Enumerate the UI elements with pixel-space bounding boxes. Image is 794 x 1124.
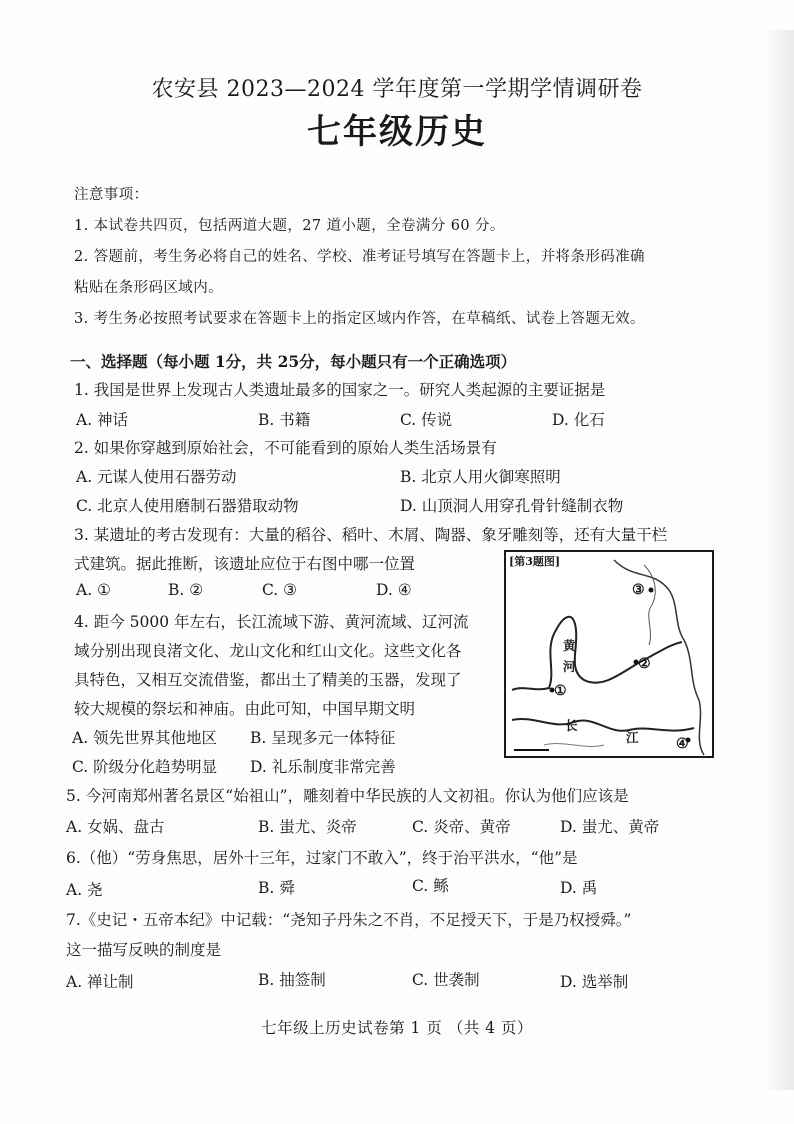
q2-option-c: C. 北京人使用磨制石器猎取动物 bbox=[76, 497, 299, 515]
notes-line: 1. 本试卷共四页，包括两道大题，27 道小题，全卷满分 60 分。 bbox=[74, 218, 505, 234]
notes-line: 3. 考生务必按照考试要求在答题卡上的指定区域内作答，在草稿纸、试卷上答题无效。 bbox=[74, 311, 645, 327]
q3-option-d: D. ④ bbox=[376, 581, 412, 599]
q1-stem: 1. 我国是世界上发现古人类遗址最多的国家之一。研究人类起源的主要证据是 bbox=[74, 381, 606, 399]
q7-stem-line2: 这一描写反映的制度是 bbox=[66, 941, 222, 959]
q2-stem: 2. 如果你穿越到原始社会，不可能看到的原始人类生活场景有 bbox=[74, 439, 497, 457]
notes-line: 粘贴在条形码区域内。 bbox=[74, 280, 223, 296]
q5-option-c: C. 炎帝、黄帝 bbox=[412, 818, 511, 836]
q3-option-c: C. ③ bbox=[262, 581, 298, 599]
q5-option-b: B. 蚩尤、炎帝 bbox=[258, 818, 357, 836]
map-marker-1: ① bbox=[554, 683, 567, 699]
q7-option-b: B. 抽签制 bbox=[258, 971, 326, 989]
q1-option-d: D. 化石 bbox=[552, 411, 605, 429]
q7-option-d: D. 选举制 bbox=[560, 973, 629, 991]
q7-option-a: A. 禅让制 bbox=[66, 973, 134, 991]
notes-line: 2. 答题前，考生务必将自己的姓名、学校、准考证号填写在答题卡上，并将条形码准确 bbox=[74, 249, 645, 265]
q7-stem-line1: 7.《史记・五帝本纪》中记载：“尧知子丹朱之不肖，不足授天下，于是乃权授舜。” bbox=[66, 911, 632, 929]
q3-stem-line2: 式建筑。据此推断，该遗址应位于右图中哪一位置 bbox=[74, 555, 416, 573]
q4-stem-line3: 具特色，又相互交流借鉴，都出土了精美的玉器，发现了 bbox=[74, 671, 462, 689]
q6-option-b: B. 舜 bbox=[258, 879, 295, 897]
map-marker-4: ④ bbox=[676, 736, 689, 752]
notes-heading: 注意事项： bbox=[74, 187, 149, 203]
q5-option-d: D. 蚩尤、黄帝 bbox=[560, 818, 660, 836]
q4-stem-line2: 域分别出现良渚文化、龙山文化和红山文化。这些文化各 bbox=[74, 642, 462, 660]
question3-map bbox=[504, 550, 714, 758]
q6-option-a: A. 尧 bbox=[66, 881, 103, 899]
map-label-he: 河 bbox=[563, 659, 576, 674]
q1-option-b: B. 书籍 bbox=[258, 411, 311, 429]
map-frame bbox=[505, 551, 713, 757]
q3-stem-line1: 3. 某遗址的考古发现有：大量的稻谷、稻叶、木屑、陶器、象牙雕刻等，还有大量干栏 bbox=[74, 526, 668, 544]
map-label-huang: 黄 bbox=[563, 638, 576, 653]
exam-title: 农安县 2023—2024 学年度第一学期学情调研卷 bbox=[151, 77, 643, 102]
q5-option-a: A. 女娲、盘古 bbox=[66, 818, 165, 836]
subject-title: 七年级历史 bbox=[307, 112, 487, 152]
q4-stem-line1: 4. 距今 5000 年左右，长江流域下游、黄河流域、辽河流 bbox=[74, 613, 469, 631]
marker-3-dot bbox=[649, 588, 654, 593]
map-tag: [第3题图] bbox=[509, 555, 561, 568]
scan-shadow bbox=[764, 30, 794, 1090]
q6-stem: 6.（他）“劳身焦思，居外十三年，过家门不敢入”，终于治平洪水，“他”是 bbox=[66, 849, 578, 867]
notes-block bbox=[74, 180, 724, 335]
q6-option-c: C. 鲧 bbox=[412, 877, 449, 895]
q2-option-a: A. 元谋人使用石器劳动 bbox=[76, 468, 237, 486]
q7-option-c: C. 世袭制 bbox=[412, 971, 480, 989]
map-marker-2: ② bbox=[638, 656, 651, 672]
q2-option-d: D. 山顶洞人用穿孔骨针缝制衣物 bbox=[400, 497, 624, 515]
q3-option-b: B. ② bbox=[168, 581, 204, 599]
q1-option-c: C. 传说 bbox=[400, 411, 453, 429]
q2-option-b: B. 北京人用火御寒照明 bbox=[400, 468, 561, 486]
q4-option-c: C. 阶级分化趋势明显 bbox=[72, 758, 218, 776]
q3-option-a: A. ① bbox=[76, 581, 111, 599]
q6-option-d: D. 禹 bbox=[560, 879, 598, 897]
map-marker-3: ③ bbox=[632, 582, 645, 598]
page-footer: 七年级上历史试卷第 1 页 （共 4 页） bbox=[261, 1019, 533, 1037]
q4-option-b: B. 呈现多元一体特征 bbox=[250, 729, 396, 747]
q4-stem-line4: 较大规模的祭坛和神庙。由此可知，中国早期文明 bbox=[74, 700, 416, 718]
map-label-chang: 长 bbox=[565, 718, 578, 733]
map-label-jiang: 江 bbox=[626, 730, 639, 745]
q4-option-a: A. 领先世界其他地区 bbox=[72, 729, 218, 747]
q5-stem: 5. 今河南郑州著名景区“始祖山”，雕刻着中华民族的人文初祖。你认为他们应该是 bbox=[66, 787, 629, 805]
q4-option-d: D. 礼乐制度非常完善 bbox=[250, 758, 396, 776]
q1-option-a: A. 神话 bbox=[76, 411, 129, 429]
section-heading: 一、选择题（每小题 1分，共 25分，每小题只有一个正确选项） bbox=[70, 352, 517, 371]
